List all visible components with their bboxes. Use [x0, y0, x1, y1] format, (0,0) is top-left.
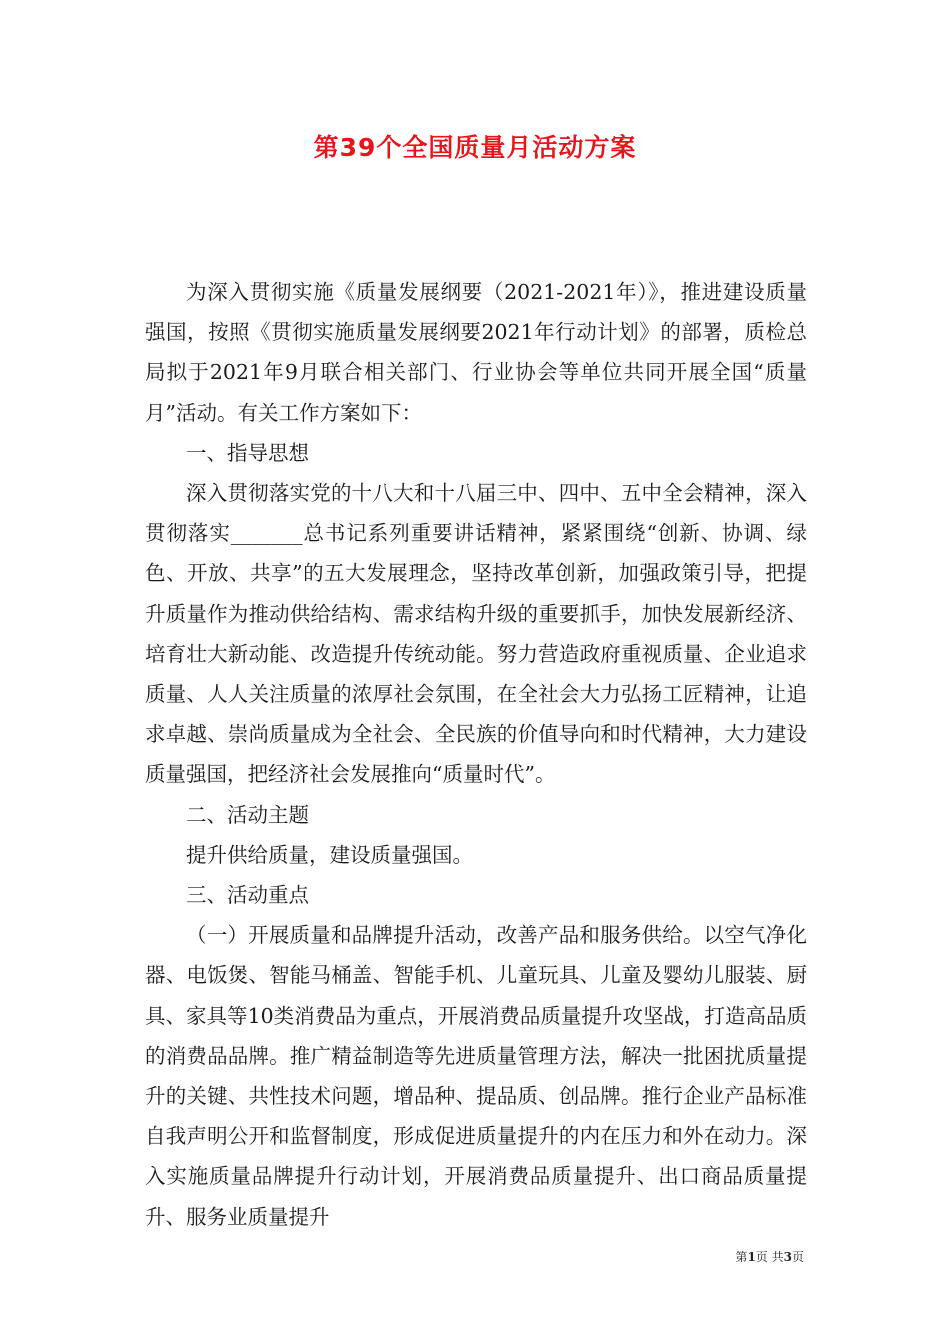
- section-heading-guiding-ideology: 一、指导思想: [186, 440, 309, 465]
- section-heading-activity-focus: 三、活动重点: [186, 883, 309, 908]
- footer-prefix: 第: [735, 1250, 748, 1264]
- footer-current-page: 1: [747, 1250, 756, 1264]
- document-title: 第39个全国质量月活动方案: [313, 133, 637, 162]
- page-number-footer: [735, 1248, 804, 1265]
- guiding-ideology-paragraph: 深入贯彻落实党的十八大和十八届三中、四中、五中全会精神，深入贯彻落实_______总书记系列重要讲话精神，紧紧围绕“创新、协调、绿色、开放、共享”的五大发展理念，坚持改革创新，加强政策引导，把提升质量作为推动供给结构、需求结构升级的重要抓手，加快发展新经济、培育壮大新动能、改造提升传统动能。努力营造政府重视质量、企业追求质量、人人关注质量的浓厚社会氛围，在全社会大力弘扬工匠精神，让追求卓越、崇尚质量成为全社会、全民族的价值导向和时代精神，大力建设质量强国，把经济社会发展推向“质量时代”。: [145, 481, 807, 787]
- intro-paragraph: 为深入贯彻实施《质量发展纲要（2021-2021年）》，推进建设质量强国，按照《贯彻实施质量发展纲要2021年行动计划》的部署，质检总局拟于2021年9月联合相关部门、行业协会等单位共同开展全国“质量月”活动。有关工作方案如下：: [145, 280, 807, 425]
- footer-total-pages: 3: [783, 1250, 792, 1264]
- document-body: [145, 272, 807, 1237]
- activity-focus-paragraph-1: （一）开展质量和品牌提升活动，改善产品和服务供给。以空气净化器、电饭煲、智能马桶盖、智能手机、儿童玩具、儿童及婴幼儿服装、厨具、家具等10类消费品为重点，开展消费品质量提升攻坚战，打造高品质的消费品品牌。推广精益制造等先进质量管理方法，解决一批困扰质量提升的关键、共性技术问题，增品种、提品质、创品牌。推行企业产品标准自我声明公开和监督制度，形成促进质量提升的内在压力和外在动力。深入实施质量品牌提升行动计划，开展消费品质量提升、出口商品质量提升、服务业质量提升: [145, 923, 807, 1229]
- footer-suffix: 页: [791, 1250, 804, 1264]
- footer-middle: 页 共: [755, 1250, 784, 1264]
- section-heading-activity-theme: 二、活动主题: [186, 802, 309, 827]
- activity-theme-paragraph: 提升供给质量，建设质量强国。: [186, 842, 473, 867]
